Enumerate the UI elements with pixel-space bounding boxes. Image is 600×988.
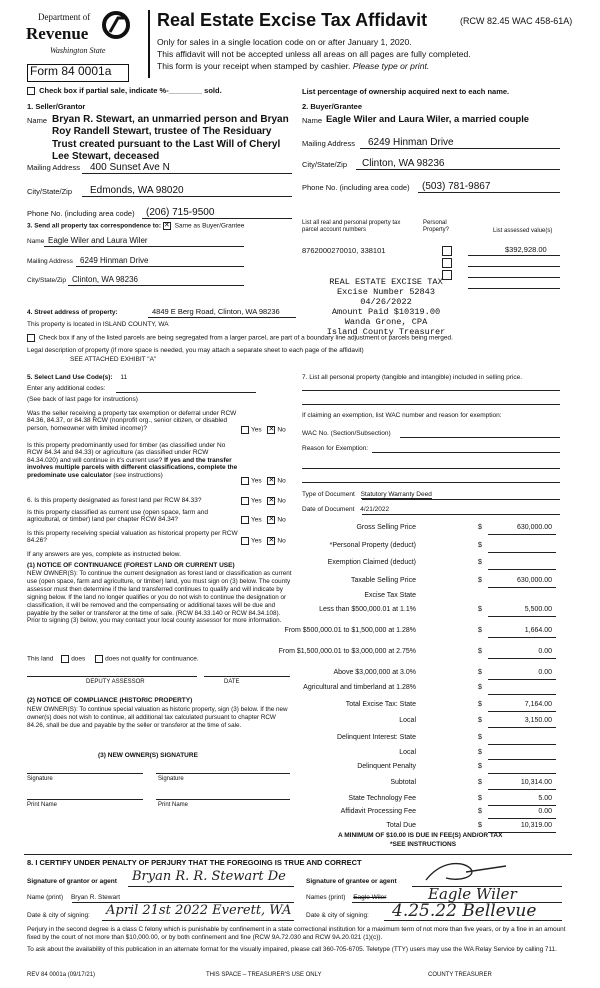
seller-city-line [82,196,292,197]
if-any-yes: If any answers are yes, complete as instructed below. [27,551,181,558]
names-print-row: Names (print) Eagle Wiler [306,894,387,901]
notice2-title: (2) NOTICE OF COMPLIANCE (HISTORIC PROPERTY) [27,697,193,704]
reason-line-3 [302,482,560,483]
calc-row-currency: $ [478,701,482,708]
section3-name: Eagle Wiler and Laura Wiler [48,236,148,245]
section4-row: 4. Street address of property: [27,309,118,316]
calc-row [304,749,556,761]
q1-text: Was the seller receiving a property tax exemption or deferral under RCW 84.36, 84.37, or 84.38 RCW (nonprofit org., senior citizen, or disabled person, homeowner with limited income)? [27,410,237,432]
seller-mail: 400 Sunset Ave N [90,162,170,173]
calc-row-label: Total Due [386,822,416,829]
buyer-phone: (503) 781-9867 [422,181,491,192]
seller-city-label: City/State/Zip [27,187,73,196]
seller-name-label: Name [27,116,48,125]
calc-row [304,808,556,820]
form-number: Form 84 0001a [30,64,112,78]
section3-mail-label: Mailing Address [27,258,73,265]
calc-row [304,542,556,554]
ownership-note: List percentage of ownership acquired next to each name. [302,87,510,96]
segregation-checkbox[interactable] [27,334,35,342]
calc-row-label: Delinquent Penalty [357,763,416,770]
grantee-date-city: 4.25.22 Bellevue [392,901,537,921]
grantor-date-line [102,920,294,921]
calc-row-line [488,818,556,819]
seller-name: Bryan R. Stewart, an unmarried person and Bryan Roy Randell Stewart, trustee of The Residuary Trust created pursuant to the Last Will of Cheryl Lee Stewart, deceased [52,114,289,162]
calc-row-currency: $ [478,822,482,829]
calc-row-value: 5,500.00 [524,606,552,613]
notice2-body: NEW OWNER(S): To continue special valuation as historic property, sign (3) below. If the new owner(s) does not wish to continue, all additional tax calculated pursuant to chapter RCW 84.26, shall be due and payable by the seller or transferor at the time of sale. [27,706,288,729]
q6-text: 6. Is this property designated as forest land per RCW 84.33? [27,497,202,504]
located-row: This property is located in ISLAND COUNTY, WA [27,321,169,328]
revenue-logo-icon [102,10,130,40]
calc-row-line [488,587,556,588]
doc-type-row: Type of Document Statutory Warranty Deed [302,491,432,498]
partial-sale-checkbox[interactable] [27,87,35,95]
calc-row-value: 0.00 [538,669,552,676]
calc-row-line [488,711,556,712]
notice1-title: (1) NOTICE OF CONTINUANCE (FOREST LAND OR CURRENT USE) [27,562,235,569]
new-owner-print-line-2 [156,799,290,800]
does-not-checkbox[interactable] [95,655,103,663]
grantor-date-label: Date & city of signing: [27,912,90,919]
q2-no-checkbox[interactable]: ✕ [268,477,275,484]
q6-answers: Yes ✕ No [241,497,286,505]
calc-row-line [488,616,556,617]
calc-row-currency: $ [478,648,482,655]
buyer-name-label: Name [302,116,323,125]
calc-row-label: Agricultural and timberland at 1.28% [303,684,416,691]
calc-row-line [488,637,556,638]
buyer-mail-line [360,148,560,149]
calc-row-currency: $ [478,808,482,815]
exemption-label: If claiming an exemption, list WAC number and reason for exemption: [302,412,502,419]
deputy-label: DEPUTY ASSESSOR [86,679,145,685]
q8-no-checkbox[interactable]: ✕ [268,537,275,544]
doc-date-row: Date of Document 4/21/2022 [302,506,390,513]
calc-row-label: From $1,500,000.01 to $3,000,000 at 2.75% [278,648,416,655]
calc-row [304,717,556,729]
calc-row-currency: $ [478,669,482,676]
see-instructions-note: *SEE INSTRUCTIONS [390,841,457,848]
calc-row-label: *Personal Property (deduct) [329,542,416,549]
q7-no-checkbox[interactable]: ✕ [268,516,275,523]
calc-row [304,669,556,681]
q1-yes-checkbox[interactable] [241,426,249,434]
buyer-name: Eagle Wiler and Laura Wiler, a married couple [326,113,530,124]
calc-row-value: 0.00 [538,648,552,655]
grantee-signature-icon [420,858,510,888]
footer-rev: REV 84 0001a (09/17/21) [27,972,96,978]
calc-row-currency: $ [478,542,482,549]
calc-row-currency: $ [478,559,482,566]
calc-row-currency: $ [478,606,482,613]
reason-line-1 [372,452,560,453]
new-owner-sig-line-2 [156,773,290,774]
calc-row-line [488,744,556,745]
section3-mail-line [76,266,244,267]
calc-row-line [488,759,556,760]
calc-row-currency: $ [478,795,482,802]
calc-row-label: Local [399,717,416,724]
buyer-city: Clinton, WA 98236 [362,158,445,169]
calc-row-value: 630,000.00 [516,524,552,531]
calc-row-line [488,679,556,680]
calc-row-currency: $ [478,577,482,584]
calc-row-value: 10,314.00 [520,779,552,786]
calc-row-currency: $ [478,734,482,741]
section8-top-rule [24,854,572,855]
calc-row-label: Exemption Claimed (deduct) [327,559,416,566]
calc-row [304,606,556,618]
section3-name-line [44,246,244,247]
calc-row-line [488,727,556,728]
notice3-title: (3) NEW OWNER(S) SIGNATURE [98,752,198,759]
buyer-phone-label: Phone No. (including area code) [302,183,410,192]
calc-row [304,524,556,536]
section7-line-1 [302,390,560,391]
calc-row-label: Taxable Selling Price [351,577,416,584]
form-rcw: (RCW 82.45 WAC 458-61A) [460,16,573,26]
name-print-row: Name (print) Bryan R. Stewart [27,894,121,901]
calc-row-value: 0.00 [538,808,552,815]
reason-label: Reason for Exemption: [302,445,369,452]
same-as-buyer-checkbox[interactable]: ✕ [163,222,170,229]
q2-yes-checkbox[interactable] [241,477,249,485]
new-owner-print-label-2: Print Name [158,802,189,808]
new-owner-sig-label-1: Signature [27,776,53,782]
buyer-city-label: City/State/Zip [302,160,348,169]
seller-mail-line [82,173,292,174]
calc-row [278,648,556,660]
section3-name-label: Name [27,238,45,245]
calc-row [304,763,556,775]
grantor-signature: Bryan R. R. Stewart De [132,869,286,884]
calc-row-currency: $ [478,749,482,756]
notice1-body: NEW OWNER(S): To continue the current designation as forest land or classification as current use (open space, farm and agriculture, or timber) land, you must sign on (3) below. The county assessor must then determine if the land transferred continues to qualify and will indicate by signing below. If the land no longer qualifies or you do not wish to continue the designation or classification, it will be removed and the compensating or additional taxes will be due and payable by the seller or transferor at the time of sale. (RCW 84.33.140 or RCW 84.34.108). Prior to signing (3) below, you may contact your local county assessor for more information. [27,570,292,625]
header-note-1: Only for sales in a single location code on or after January 1, 2020. [157,37,412,47]
calc-row-currency: $ [478,763,482,770]
header-note-2: This affidavit will not be accepted unless all areas on all pages are fully completed. [157,49,471,59]
calc-row [304,592,556,604]
calc-row-label: Subtotal [390,779,416,786]
calc-row-value: 1,664.00 [524,627,552,634]
q1-answers: Yes ✕ No [241,426,286,434]
section3-heading: 3. Send all property tax correspondence to: ✕ Same as Buyer/Grantee [27,222,245,230]
alt-format-text: To ask about the availability of this publication in an alternate format for the visually impaired, please call 360-705-6705. Teletype (TTY) users may use the WA Relay Service by calling 711. [27,946,557,953]
calc-row-currency: $ [478,627,482,634]
buyer-mail: 6249 Hinman Drive [368,137,454,148]
personal-property-checkbox-1[interactable] [442,246,452,256]
calc-row-currency: $ [478,684,482,691]
calc-row-label: Excise Tax State [364,592,416,599]
additional-codes-line [116,392,256,393]
new-owner-print-line-1 [27,799,143,800]
grantee-sig-label: Signature of grantee or agent [306,878,397,885]
seller-mail-label: Mailing Address [27,163,80,172]
doc-type-line [362,499,560,500]
q6-no-checkbox[interactable]: ✕ [268,497,275,504]
q2-answers: Yes ✕ No [241,477,286,485]
new-owner-sig-line-1 [27,773,143,774]
calc-row [304,684,556,696]
section3-city: Clinton, WA 98236 [72,275,138,284]
personal-property-checkbox-2[interactable] [442,258,452,268]
section3-city-line [68,285,244,286]
personal-property-col-header: Personal Property? [423,220,450,233]
q8-yes-checkbox[interactable] [241,537,249,545]
seller-city: Edmonds, WA 98020 [90,185,184,196]
q6-yes-checkbox[interactable] [241,497,249,505]
grantor-date-city: April 21st 2022 Everett, WA [106,903,292,918]
section8-heading: 8. I CERTIFY UNDER PENALTY OF PERJURY THAT THE FOREGOING IS TRUE AND CORRECT [27,858,362,867]
calc-row-label: Local [399,749,416,756]
seller-phone: (206) 715-9500 [146,207,215,218]
grantee-date-line [384,920,562,921]
calc-row-label: Delinquent Interest: State [337,734,416,741]
section3-mail: 6249 Hinman Drive [80,256,149,265]
grantor-sig-line [128,886,294,887]
calc-row [304,795,556,807]
header-divider [148,10,150,78]
names-print-handwritten: Eagle Wiler [428,885,517,903]
calc-row-currency: $ [478,717,482,724]
calc-row [284,627,556,639]
calc-row-value: 10,319.00 [520,822,552,829]
reason-line-2 [302,468,560,469]
new-owner-sig-label-2: Signature [158,776,184,782]
minimum-note: A MINIMUM OF $10.00 IS DUE IN FEE(S) AND/OR TAX [338,832,503,839]
calc-row [304,734,556,746]
q8-text: Is this property receiving special valuation as historical property per RCW 84.26? [27,530,238,545]
assessed-line-3 [468,277,560,278]
buyer-heading: 2. Buyer/Grantee [302,102,363,111]
q7-text: Is this property classified as current use (open space, farm and agricultural, or timber) land per chapter RCW 84.34? [27,509,209,524]
q2-text: Is this property predominantly used for timber (as classified under No RCW 84.34 and 84.33) or agriculture (as classified under RCW 84.34.020) and will continue in it's current use? If yes and the transfer involves multiple parcels with different classifications, complete the predominate use calculator (see instructions) [27,442,238,479]
assessed-value: $392,928.00 [505,245,547,254]
seller-phone-label: Phone No. (including area code) [27,209,135,218]
seller-heading: 1. Seller/Grantor [27,102,86,111]
calc-row-value: 630,000.00 [516,577,552,584]
calc-row-value: 5.00 [538,795,552,802]
land-use-row: 5. Select Land Use Code(s): 11 [27,374,128,381]
additional-codes-label: Enter any additional codes: [27,385,106,392]
calc-row-label: Affidavit Processing Fee [340,808,416,815]
dept-logo [24,10,134,60]
calc-row-label: State Technology Fee [348,795,416,802]
calc-row-currency: $ [478,524,482,531]
calc-row-value: 7,164.00 [524,701,552,708]
buyer-city-line [356,169,560,170]
calc-row-line [488,789,556,790]
exhibit-text: SEE ATTACHED EXHIBIT "A" [70,356,157,363]
calc-row [304,779,556,791]
parcel-numbers: 8762000270010, 338101 [302,246,386,255]
perjury-text: Perjury in the second degree is a class C felony which is punishable by confinement in a state correctional institution for a maximum term of not more than five years, or by a fine in an amount fixed by the court of not more than $10,000.00, or by both confinement and fine (RCW 9A.72.030 and RCW 9A.20.021 (1)(c)). [27,926,566,941]
section7-line-2 [302,404,560,405]
wac-label: WAC No. (Section/Subsection) [302,430,391,437]
q7-yes-checkbox[interactable] [241,516,249,524]
doc-date-line [362,514,560,515]
see-instructions: (See back of last page for instructions) [27,396,138,403]
deputy-date-line [204,676,290,677]
calc-row-line [488,805,556,806]
does-checkbox[interactable] [61,655,69,663]
grantee-date-label: Date & city of signing: [306,912,369,919]
calc-row-label: Total Excise Tax: State [345,701,416,708]
calc-row-label: Above $3,000,000 at 3.0% [333,669,416,676]
q7-answers: Yes ✕ No [241,516,286,524]
calc-row-line [488,552,556,553]
continuance-row: This land does does not qualify for continuance. [27,655,199,663]
deputy-line [27,676,197,677]
form-title: Real Estate Excise Tax Affidavit [157,10,428,30]
calc-row [304,559,556,571]
dept-name-text: Revenue [26,24,89,43]
calc-row-line [488,773,556,774]
q8-answers: Yes ✕ No [241,537,286,545]
wac-line [400,437,560,438]
legal-description: Legal description of property (if more space is needed, you may attach a separate sheet to each page of the affidavit) [27,347,364,354]
calc-row [304,577,556,589]
header-note-3: This form is your receipt when stamped by cashier. Please type or print. [157,61,430,71]
assessed-line-2 [468,266,560,267]
calc-row-label: Less than $500,000.01 at 1.1% [319,606,416,613]
dept-of-text: Department of [38,12,91,22]
deputy-date-label: DATE [224,679,240,685]
calc-row-line [488,569,556,570]
calc-row-label: From $500,000.01 to $1,500,000 at 1.28% [284,627,416,634]
calc-row-line [488,658,556,659]
calc-row-currency: $ [478,779,482,786]
street-address-line [148,317,296,318]
parcel-col-header: List all real and personal property tax parcel account numbers [302,220,401,233]
treasurer-stamp: REAL ESTATE EXCISE TAX Excise Number 52843 04/26/2022 Amount Paid $10319.00 Wanda Grone, CPA Island County Treasurer [326,277,446,337]
footer-treasurer: COUNTY TREASURER [428,972,492,978]
calc-row-value: 3,150.00 [524,717,552,724]
section3-city-label: City/State/Zip [27,277,67,284]
seller-phone-line [142,218,292,219]
street-address: 4849 E Berg Road, Clinton, WA 98236 [152,307,280,316]
calc-row-line [488,694,556,695]
assessed-col-header: List assessed value(s) [493,228,553,234]
buyer-mail-label: Mailing Address [302,139,355,148]
grantor-sig-label: Signature of grantor or agent [27,878,117,885]
new-owner-print-label-1: Print Name [27,802,58,808]
assessed-line-4 [468,288,560,289]
calc-row-line [488,534,556,535]
footer-space: THIS SPACE – TREASURER'S USE ONLY [206,972,322,978]
segregation-row: Check box if any of the listed parcels are being segregated from a larger parcel, are part of a boundary line adjustment or parcels being merged. [27,334,453,342]
section7-heading: 7. List all personal property (tangible and intangible) included in selling price. [302,374,523,381]
calc-row-label: Gross Selling Price [356,524,416,531]
assessed-line-1 [468,255,560,256]
partial-sale-row: Check box if partial sale, indicate %-________ sold. [27,87,222,96]
calc-row [304,701,556,713]
q1-no-checkbox[interactable]: ✕ [268,426,275,433]
dept-state-text: Washington State [50,46,106,55]
buyer-phone-line [418,192,560,193]
